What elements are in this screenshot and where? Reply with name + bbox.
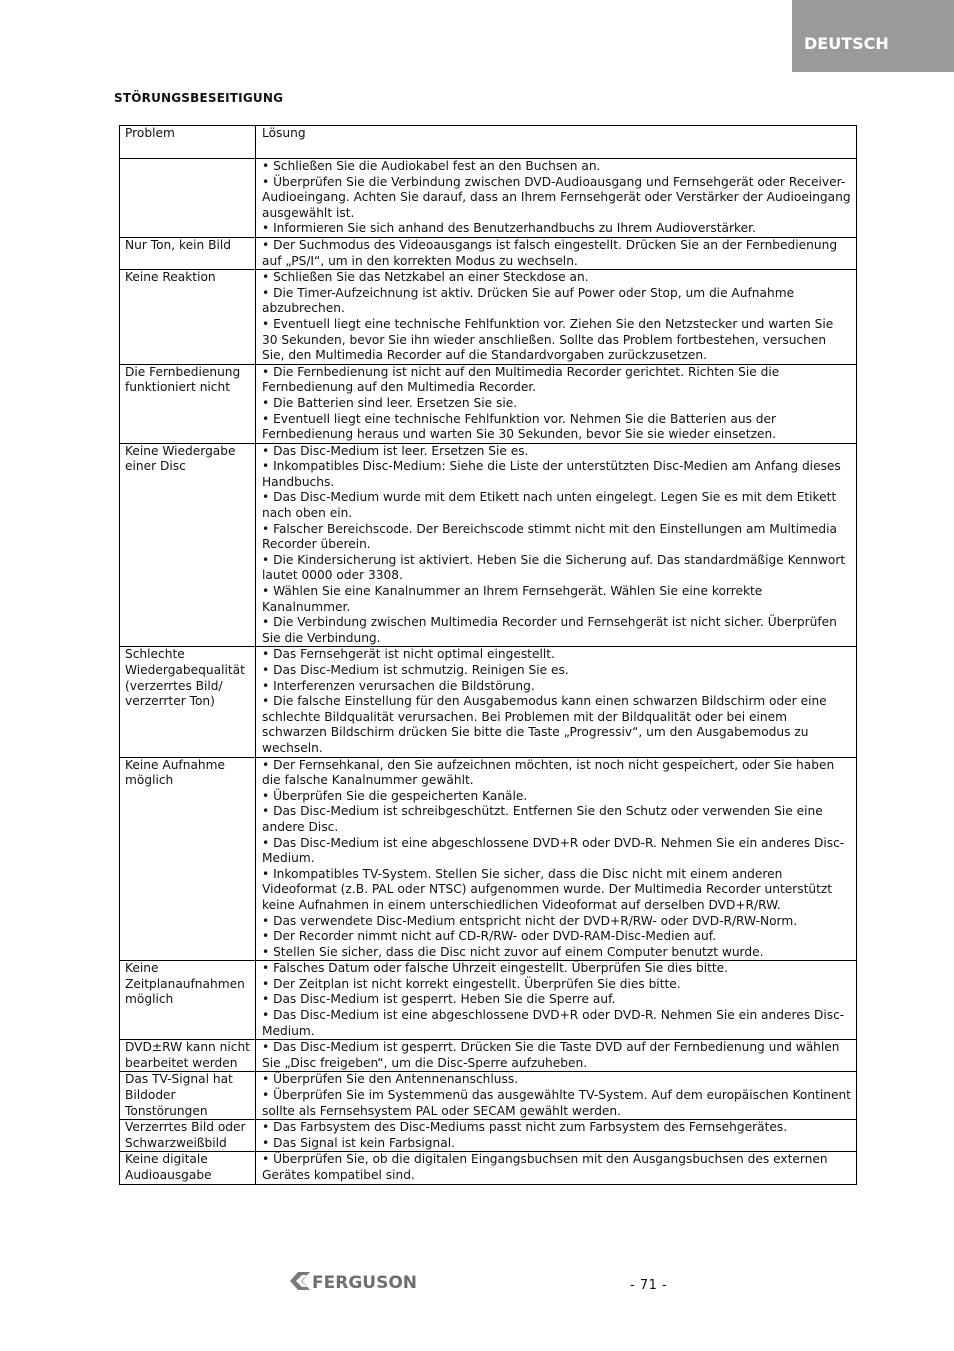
solution-item: • Stellen Sie sicher, dass die Disc nicht zuvor auf einem Computer benutzt wurde. [262, 944, 764, 959]
solution-cell [256, 647, 857, 757]
ferguson-logo-text: FERGUSON [312, 1273, 417, 1292]
solution-cell [256, 237, 857, 269]
solution-cell [256, 1120, 857, 1152]
table-row [120, 237, 857, 269]
header-solution: Lösung [256, 126, 857, 159]
solution-cell [256, 270, 857, 365]
solution-item: • Interferenzen verursachen die Bildstörung. [262, 678, 535, 693]
solution-item: • Überprüfen Sie die gespeicherten Kanäle. [262, 788, 528, 803]
header-problem: Problem [120, 126, 256, 159]
solution-item: • Das Disc-Medium ist leer. Ersetzen Sie es. [262, 443, 529, 458]
solution-item: • Inkompatibles TV-System. Stellen Sie sicher, dass die Disc nicht mit einem anderen Videoformat (z.B. PAL oder NTSC) aufgenommen wurde. Der Multimedia Recorder unterstützt keine Aufnahmen in einem unterschiedlichen Videoformat auf derselben DVD+R/RW. [262, 866, 833, 912]
solution-item: • Der Recorder nimmt nicht auf CD-R/RW- oder DVD-RAM-Disc-Medien auf. [262, 929, 717, 944]
table-row [120, 270, 857, 365]
problem-cell: DVD±RW kann nicht bearbeitet werden [120, 1040, 256, 1072]
solution-item: • Das verwendete Disc-Medium entspricht nicht der DVD+R/RW- oder DVD-R/RW-Norm. [262, 913, 798, 928]
solution-item: • Inkompatibles Disc-Medium: Siehe die Liste der unterstützten Disc-Medien am Anfang dieses Handbuchs. [262, 459, 841, 489]
solution-cell [256, 1040, 857, 1072]
solution-item: • Das Disc-Medium wurde mit dem Etikett nach unten eingelegt. Legen Sie es mit dem Etikett nach oben ein. [262, 490, 837, 521]
solution-item: • Schließen Sie das Netzkabel an einer Steckdose an. [262, 270, 589, 285]
table-row [120, 1152, 857, 1184]
solution-item: • Das Fernsehgerät ist nicht optimal eingestellt. [262, 647, 555, 662]
solution-item: • Wählen Sie eine Kanalnummer an Ihrem Fernsehgerät. Wählen Sie eine korrekte Kanalnummer. [262, 584, 763, 614]
solution-item: • Das Signal ist kein Farbsignal. [262, 1135, 455, 1150]
solution-item: • Das Disc-Medium ist eine abgeschlossene DVD+R oder DVD-R. Nehmen Sie ein anderes Disc-Medium. [262, 1008, 845, 1038]
table-header-row [120, 126, 857, 159]
table-row [120, 1120, 857, 1152]
solution-item: • Überprüfen Sie den Antennenanschluss. [262, 1072, 519, 1087]
solution-item: • Der Fernsehkanal, den Sie aufzeichnen möchten, ist noch nicht gespeichert, oder Sie haben die falsche Kanalnummer gewählt. [262, 757, 835, 788]
solution-item: • Schließen Sie die Audiokabel fest an den Buchsen an. [262, 159, 601, 173]
section-title: STÖRUNGSBESEITIGUNG [114, 91, 284, 105]
solution-item: • Die Kindersicherung ist aktiviert. Heben Sie die Sicherung auf. Das standardmäßige Kennwort lautet 0000 oder 3308. [262, 552, 846, 583]
language-tab [792, 0, 954, 72]
solution-item: • Informieren Sie sich anhand des Benutzerhandbuchs zu Ihrem Audioverstärker. [262, 221, 756, 236]
solution-item: • Die Timer-Aufzeichnung ist aktiv. Drücken Sie auf Power oder Stop, um die Aufnahme abzubrechen. [262, 285, 795, 316]
solution-cell [256, 364, 857, 443]
solution-cell [256, 1072, 857, 1120]
solution-item: • Das Farbsystem des Disc-Mediums passt nicht zum Farbsystem des Fernsehgerätes. [262, 1120, 788, 1135]
problem-cell: Das TV-Signal hat Bildoder Tonstörungen [120, 1072, 256, 1120]
solution-item: • Überprüfen Sie im Systemmenü das ausgewählte TV-System. Auf dem europäischen Kontinent sollte als Fernsehsystem PAL oder SECAM gewählt werden. [262, 1088, 851, 1118]
solution-item: • Der Suchmodus des Videoausgangs ist falsch eingestellt. Drücken Sie an der Fernbedienung auf „PS/I“, um in den korrekten Modus zu wechseln. [262, 237, 838, 268]
problem-cell: Nur Ton, kein Bild [120, 237, 256, 269]
solution-item: • Eventuell liegt eine technische Fehlfunktion vor. Ziehen Sie den Netzstecker und warten Sie 30 Sekunden, bevor Sie ihn wieder anschließen. Sollte das Problem fortbestehen, versuchen Sie, den Multimedia Recorder auf die Standardvorgaben zurückzusetzen. [262, 316, 834, 363]
language-label: DEUTSCH [804, 34, 889, 53]
problem-cell: Keine digitale Audioausgabe [120, 1152, 256, 1184]
solution-item: • Das Disc-Medium ist eine abgeschlossene DVD+R oder DVD-R. Nehmen Sie ein anderes Disc-Medium. [262, 835, 845, 866]
ferguson-logo [288, 1270, 438, 1292]
page-number: - 71 - [630, 1278, 668, 1293]
solution-item: • Falsches Datum oder falsche Uhrzeit eingestellt. Überprüfen Sie dies bitte. [262, 961, 729, 976]
table-row [120, 159, 857, 238]
table-row [120, 1072, 857, 1120]
solution-item: • Das Disc-Medium ist gesperrt. Heben Sie die Sperre auf. [262, 992, 616, 1007]
solution-item: • Die Fernbedienung ist nicht auf den Multimedia Recorder gerichtet. Richten Sie die Fernbedienung auf den Multimedia Recorder. [262, 364, 780, 395]
solution-item: • Der Zeitplan ist nicht korrekt eingestellt. Überprüfen Sie dies bitte. [262, 976, 681, 991]
table-row [120, 961, 857, 1040]
problem-cell: Keine Aufnahme möglich [120, 757, 256, 961]
solution-item: • Die Batterien sind leer. Ersetzen Sie sie. [262, 395, 518, 410]
ferguson-logo-mark [290, 1272, 310, 1290]
solution-item: • Das Disc-Medium ist schmutzig. Reinigen Sie es. [262, 663, 569, 677]
solution-cell [256, 443, 857, 647]
solution-item: • Überprüfen Sie die Verbindung zwischen DVD-Audioausgang und Fernsehgerät oder Receiver-Audioeingang. Achten Sie darauf, dass an Ihrem Fernsehgerät oder Verstärker der Audioeingang ausgewählt ist. [262, 174, 851, 220]
solution-item: • Das Disc-Medium ist gesperrt. Drücken Sie die Taste DVD auf der Fernbedienung und wählen Sie „Disc freigeben“, um die Disc-Sperre aufzuheben. [262, 1040, 840, 1070]
solution-cell [256, 1152, 857, 1184]
solution-item: • Das Disc-Medium ist schreibgeschützt. Entfernen Sie den Schutz oder verwenden Sie eine andere Disc. [262, 804, 823, 834]
problem-cell: Keine Reaktion [120, 270, 256, 365]
problem-cell: Schlechte Wiedergabequalität (verzerrtes Bild/ verzerrter Ton) [120, 647, 256, 757]
problem-cell: Keine Wiedergabe einer Disc [120, 443, 256, 647]
table-row [120, 1040, 857, 1072]
table-row [120, 757, 857, 961]
table-row [120, 443, 857, 647]
solution-item: • Falscher Bereichscode. Der Bereichscode stimmt nicht mit den Einstellungen am Multimedia Recorder überein. [262, 521, 837, 552]
troubleshooting-table [119, 125, 857, 1185]
solution-cell [256, 757, 857, 961]
problem-cell: Verzerrtes Bild oder Schwarzweißbild [120, 1120, 256, 1152]
table-row [120, 364, 857, 443]
solution-cell [256, 961, 857, 1040]
table-row [120, 647, 857, 757]
solution-item: • Die Verbindung zwischen Multimedia Recorder und Fernsehgerät ist nicht sicher. Überprüfen Sie die Verbindung. [262, 615, 837, 645]
solution-item: • Überprüfen Sie, ob die digitalen Eingangsbuchsen mit den Ausgangsbuchsen des externen Gerätes kompatibel sind. [262, 1152, 828, 1182]
problem-cell [120, 159, 256, 238]
solution-item: • Eventuell liegt eine technische Fehlfunktion vor. Nehmen Sie die Batterien aus der Fernbedienung heraus und warten Sie 30 Sekunden, bevor Sie sie wieder einsetzen. [262, 411, 777, 442]
solution-cell [256, 159, 857, 238]
problem-cell: Keine Zeitplanaufnahmen möglich [120, 961, 256, 1040]
solution-item: • Die falsche Einstellung für den Ausgabemodus kann einen schwarzen Bildschirm oder eine schlechte Bildqualität verursachen. Bei Problemen mit der Bildqualität oder bei einem schwarzen Bildschirm drücken Sie bitte die Taste „Progressiv“, um den Ausgabemodus zu wechseln. [262, 694, 827, 755]
problem-cell: Die Fernbedienung funktioniert nicht [120, 364, 256, 443]
